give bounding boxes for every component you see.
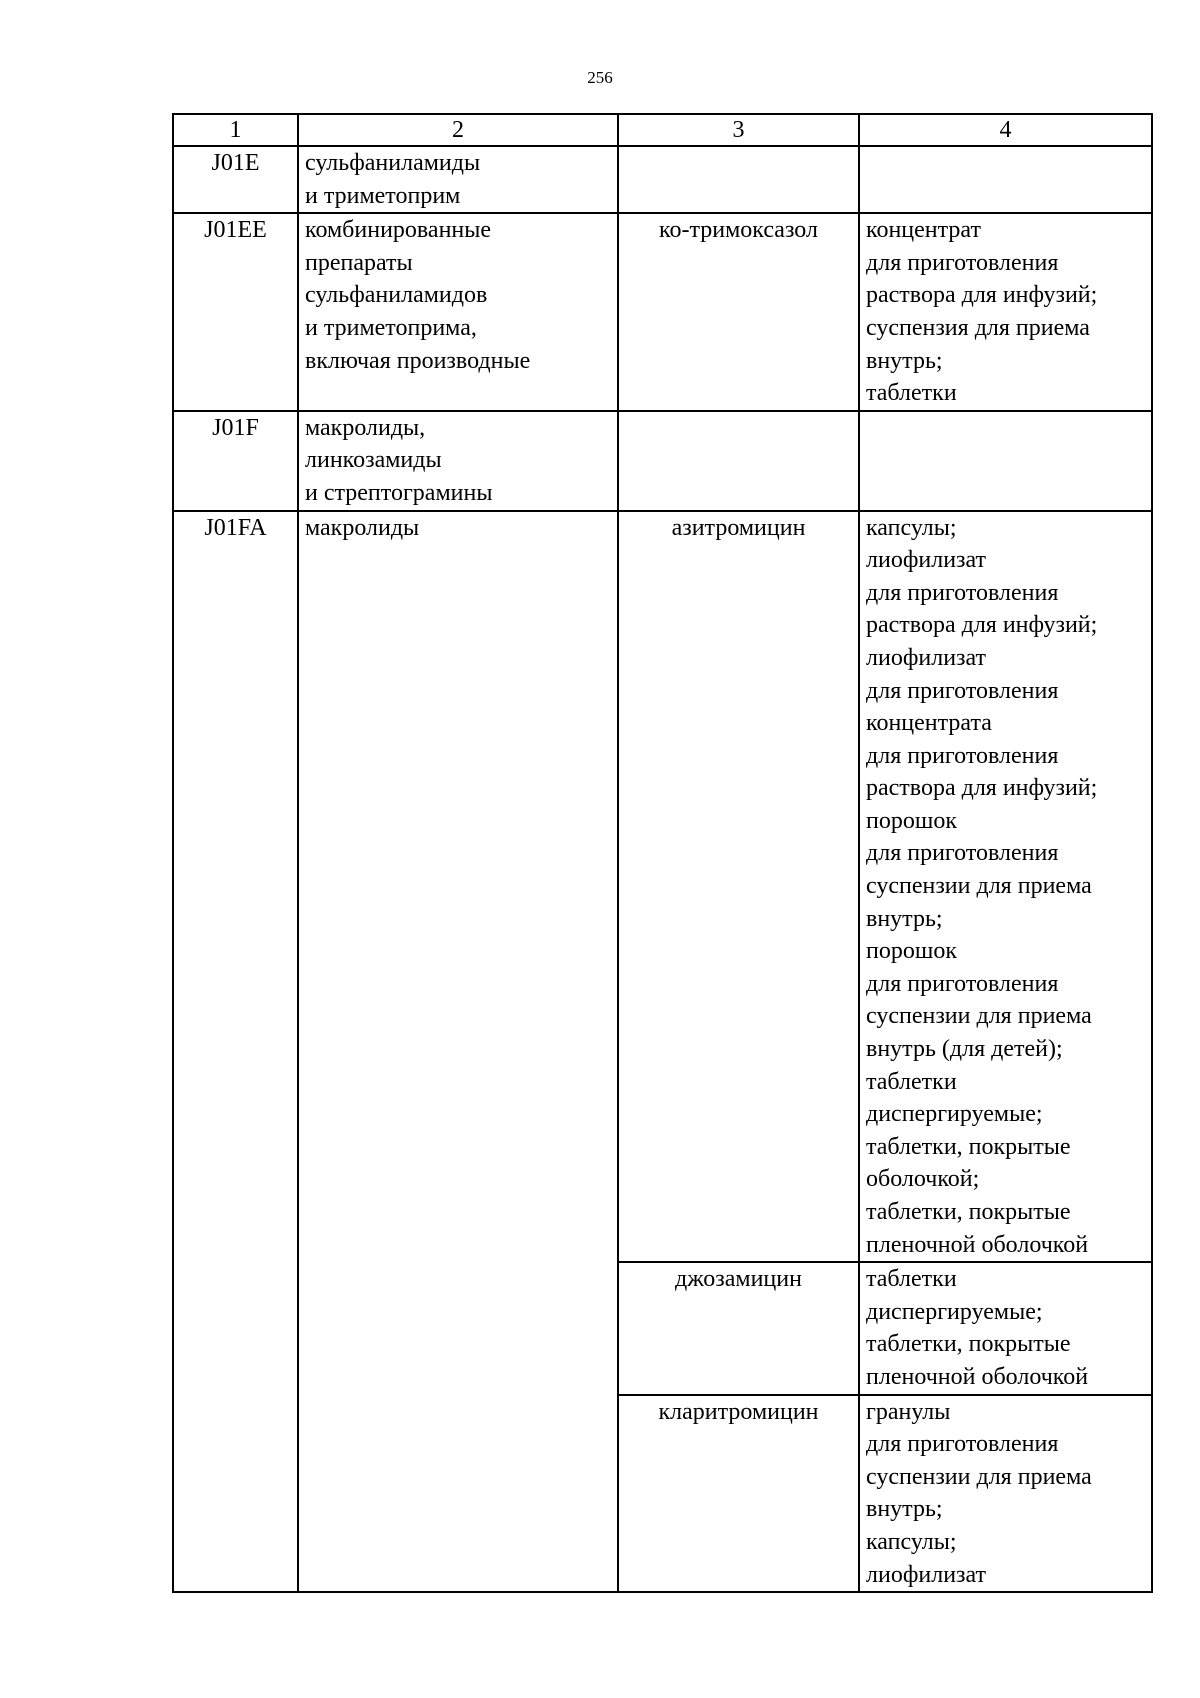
- group-name-cell: [298, 411, 618, 511]
- group-name-line: и триметоприм: [305, 182, 461, 209]
- dosage-form-line: таблетки, покрытые: [866, 1133, 1071, 1160]
- dosage-form-line: внутрь;: [866, 347, 943, 374]
- atc-code-cell: J01EE: [173, 213, 298, 411]
- drug-table: [172, 113, 1153, 1593]
- dosage-form-line: таблетки: [866, 380, 957, 407]
- dosage-form-line: концентрата: [866, 710, 992, 737]
- dosage-form-line: гранулы: [866, 1398, 951, 1425]
- dosage-form-line: суспензии для приема: [866, 873, 1092, 900]
- table-row: [173, 511, 1152, 1263]
- dosage-form-line: для приготовления: [866, 742, 1059, 769]
- dosage-form-line: диспергируемые;: [866, 1298, 1043, 1325]
- dosage-form-line: таблетки: [866, 1266, 957, 1293]
- inn-cell: кларитромицин: [618, 1395, 859, 1593]
- dosage-form-line: капсулы;: [866, 514, 957, 541]
- dosage-form-line: внутрь (для детей);: [866, 1036, 1063, 1063]
- dosage-form-line: пленочной оболочкой: [866, 1231, 1089, 1258]
- dosage-form-line: таблетки, покрытые: [866, 1199, 1071, 1225]
- dosage-form-cell: [859, 511, 1152, 1263]
- dosage-form-line: суспензии для приема: [866, 1003, 1092, 1030]
- dosage-form-cell: [859, 213, 1152, 411]
- dosage-form-line: концентрат: [866, 217, 981, 244]
- dosage-form-line: порошок: [866, 938, 957, 965]
- column-header-4: 4: [859, 114, 1152, 146]
- group-name-line: линкозамиды: [305, 447, 442, 474]
- group-name-line: включая производные: [305, 347, 531, 374]
- group-name-line: макролиды,: [305, 414, 426, 441]
- dosage-form-line: внутрь;: [866, 1496, 943, 1523]
- dosage-form-line: порошок: [866, 807, 957, 834]
- inn-cell: [618, 411, 859, 511]
- dosage-form-line: лиофилизат: [866, 644, 987, 671]
- dosage-form-cell: [859, 1395, 1152, 1593]
- dosage-form-line: для приготовления: [866, 1431, 1059, 1458]
- group-name-line: комбинированные: [305, 217, 492, 244]
- dosage-form-line: суспензия для приема: [866, 314, 1090, 341]
- dosage-form-line: пленочной оболочкой: [866, 1363, 1089, 1390]
- dosage-form-line: раствора для инфузий;: [866, 282, 1098, 309]
- dosage-form-line: для приготовления: [866, 677, 1059, 704]
- dosage-form-line: раствора для инфузий;: [866, 775, 1098, 802]
- dosage-form-line: внутрь;: [866, 905, 943, 932]
- group-name-line: макролиды: [305, 514, 420, 541]
- dosage-form-line: лиофилизат: [866, 547, 987, 574]
- group-name-cell: [298, 213, 618, 411]
- inn-cell: джозамицин: [618, 1262, 859, 1394]
- dosage-form-line: лиофилизат: [866, 1561, 987, 1588]
- table-row: [173, 411, 1152, 511]
- dosage-form-line: раствора для инфузий;: [866, 612, 1098, 639]
- dosage-form-line: капсулы;: [866, 1528, 957, 1555]
- column-header-2: 2: [298, 114, 618, 146]
- page-number: 256: [587, 68, 613, 87]
- table-body: [173, 146, 1152, 1592]
- dosage-form-line: суспензии для приема: [866, 1463, 1092, 1490]
- column-header-3: 3: [618, 114, 859, 146]
- column-header-1: 1: [173, 114, 298, 146]
- dosage-form-line: для приготовления: [866, 970, 1059, 997]
- group-name-line: сульфаниламиды: [305, 150, 481, 176]
- dosage-form-line: диспергируемые;: [866, 1101, 1043, 1128]
- inn-cell: [618, 146, 859, 213]
- inn-cell: ко-тримоксазол: [618, 213, 859, 411]
- dosage-form-line: таблетки: [866, 1068, 957, 1095]
- dosage-form-line: для приготовления: [866, 579, 1059, 606]
- inn-cell: азитромицин: [618, 511, 859, 1263]
- header-row: [173, 114, 1152, 146]
- group-name-cell: [298, 146, 618, 213]
- group-name-line: препараты: [305, 249, 413, 276]
- group-name-line: и стрептограмины: [305, 479, 493, 506]
- dosage-form-cell: [859, 146, 1152, 213]
- table-row: [173, 213, 1152, 411]
- group-name-cell: [298, 511, 618, 1593]
- table-row: [173, 146, 1152, 213]
- dosage-form-line: для приготовления: [866, 840, 1059, 867]
- group-name-line: и триметоприма,: [305, 314, 477, 341]
- atc-code-cell: J01F: [173, 411, 298, 511]
- group-name-line: сульфаниламидов: [305, 282, 488, 309]
- dosage-form-line: оболочкой;: [866, 1166, 980, 1193]
- dosage-form-line: для приготовления: [866, 249, 1059, 276]
- atc-code-cell: J01E: [173, 146, 298, 213]
- atc-code-cell: J01FA: [173, 511, 298, 1593]
- dosage-form-cell: [859, 1262, 1152, 1394]
- dosage-form-cell: [859, 411, 1152, 511]
- dosage-form-line: таблетки, покрытые: [866, 1331, 1071, 1358]
